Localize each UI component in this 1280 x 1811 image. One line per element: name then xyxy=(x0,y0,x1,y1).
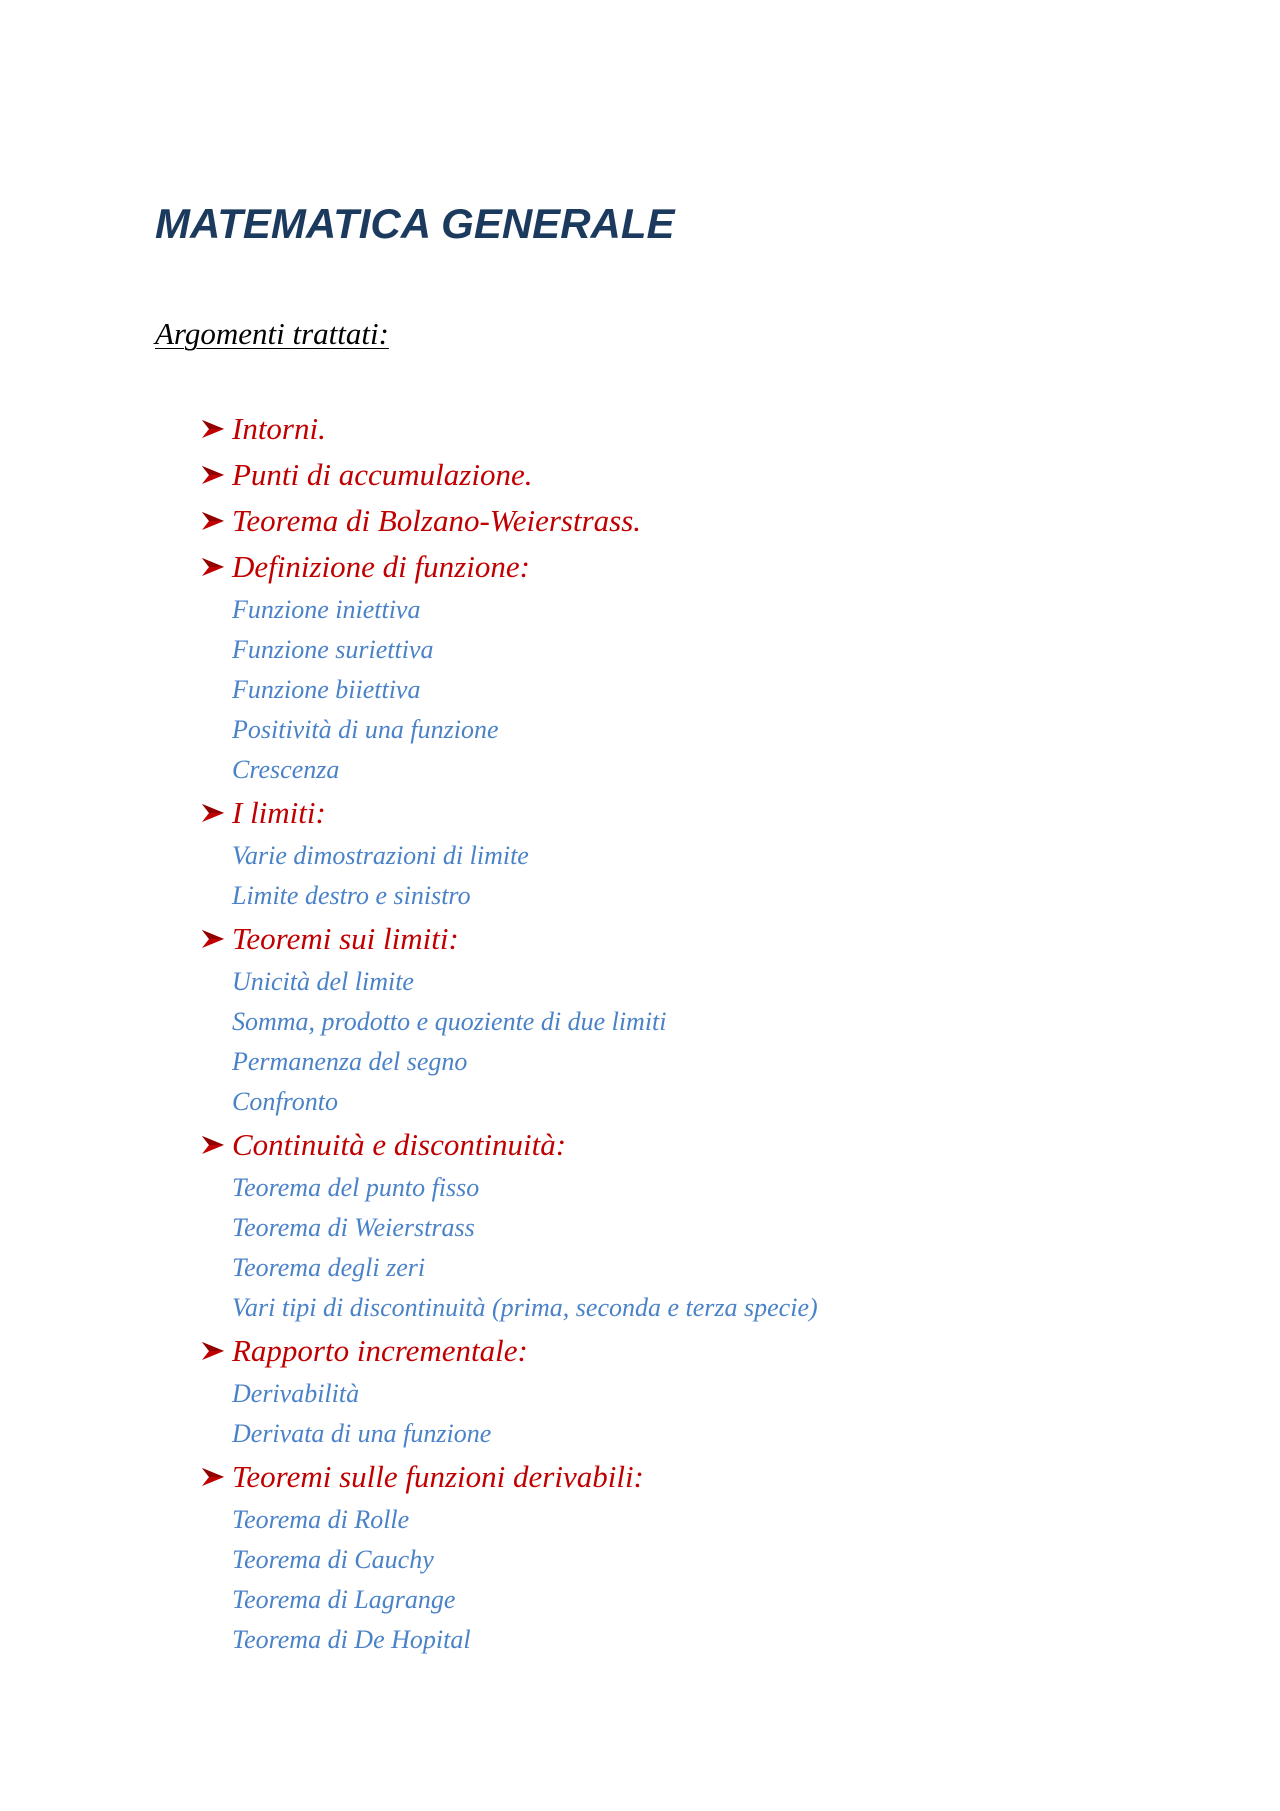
topic-label: Punti di accumulazione. xyxy=(232,457,533,492)
subtopic-list xyxy=(198,836,1198,916)
topic-item xyxy=(198,498,1198,544)
topic-label: Teorema di Bolzano-Weierstrass. xyxy=(232,503,642,538)
topic-label: Continuità e discontinuità: xyxy=(232,1127,567,1162)
subtopic-item: Funzione biiettiva xyxy=(232,675,421,704)
subtopic-item: Somma, prodotto e quoziente di due limiti xyxy=(232,1007,667,1036)
arrowhead-bullet-icon xyxy=(198,1130,232,1160)
subtopic-list xyxy=(198,1500,1198,1660)
topic-label: I limiti: xyxy=(232,795,326,830)
arrowhead-bullet-icon xyxy=(198,1462,232,1492)
arrowhead-bullet-icon xyxy=(198,798,232,828)
subtopic-item: Unicità del limite xyxy=(232,967,414,996)
subtopic-list xyxy=(198,962,1198,1122)
topic-item xyxy=(198,1328,1198,1454)
topic-heading-row xyxy=(198,1328,1198,1374)
document-title: MATEMATICA GENERALE xyxy=(155,200,675,247)
topic-item xyxy=(198,452,1198,498)
subtopic-item: Derivata di una funzione xyxy=(232,1419,492,1448)
subtopic-item: Confronto xyxy=(232,1087,338,1116)
subtopic-item: Permanenza del segno xyxy=(232,1047,468,1076)
subtopic-item: Teorema del punto fisso xyxy=(232,1173,480,1202)
subtopic-item: Teorema di Weierstrass xyxy=(232,1213,475,1242)
topics-heading: Argomenti trattati: xyxy=(155,316,389,351)
subtopic-item: Funzione suriettiva xyxy=(232,635,434,664)
subtopic-item: Funzione iniettiva xyxy=(232,595,421,624)
subtopic-item: Teorema di Cauchy xyxy=(232,1545,434,1574)
topic-label: Teoremi sui limiti: xyxy=(232,921,459,956)
subtopic-list xyxy=(198,590,1198,790)
subtopic-item: Limite destro e sinistro xyxy=(232,881,471,910)
topic-heading-row xyxy=(198,1454,1198,1500)
topics-list xyxy=(198,406,1198,1660)
topic-item xyxy=(198,790,1198,916)
subtopic-list xyxy=(198,1374,1198,1454)
topic-heading-row xyxy=(198,790,1198,836)
topic-item xyxy=(198,406,1198,452)
subtopic-item: Teorema di Lagrange xyxy=(232,1585,456,1614)
topic-label: Teoremi sulle funzioni derivabili: xyxy=(232,1459,644,1494)
topic-heading-row xyxy=(198,406,1198,452)
arrowhead-bullet-icon xyxy=(198,414,232,444)
subtopic-item: Positività di una funzione xyxy=(232,715,499,744)
topic-heading-row xyxy=(198,1122,1198,1168)
subtopic-item: Teorema di Rolle xyxy=(232,1505,410,1534)
topic-heading-row xyxy=(198,544,1198,590)
subtopic-item: Teorema di De Hopital xyxy=(232,1625,471,1654)
topic-item xyxy=(198,1454,1198,1660)
subtopic-item: Derivabilità xyxy=(232,1379,360,1408)
subtopic-item: Teorema degli zeri xyxy=(232,1253,426,1282)
subtopic-item: Crescenza xyxy=(232,755,340,784)
subtopic-item: Varie dimostrazioni di limite xyxy=(232,841,529,870)
subtopic-list xyxy=(198,1168,1198,1328)
arrowhead-bullet-icon xyxy=(198,506,232,536)
arrowhead-bullet-icon xyxy=(198,460,232,490)
arrowhead-bullet-icon xyxy=(198,552,232,582)
topic-heading-row xyxy=(198,498,1198,544)
topic-label: Rapporto incrementale: xyxy=(232,1333,528,1368)
topic-heading-row xyxy=(198,452,1198,498)
topic-item xyxy=(198,1122,1198,1328)
topic-label: Definizione di funzione: xyxy=(232,549,530,584)
topic-label: Intorni. xyxy=(232,411,326,446)
topic-item xyxy=(198,544,1198,790)
topic-heading-row xyxy=(198,916,1198,962)
subtopic-item: Vari tipi di discontinuità (prima, seconda e terza specie) xyxy=(232,1293,818,1322)
topic-item xyxy=(198,916,1198,1122)
arrowhead-bullet-icon xyxy=(198,924,232,954)
arrowhead-bullet-icon xyxy=(198,1336,232,1366)
